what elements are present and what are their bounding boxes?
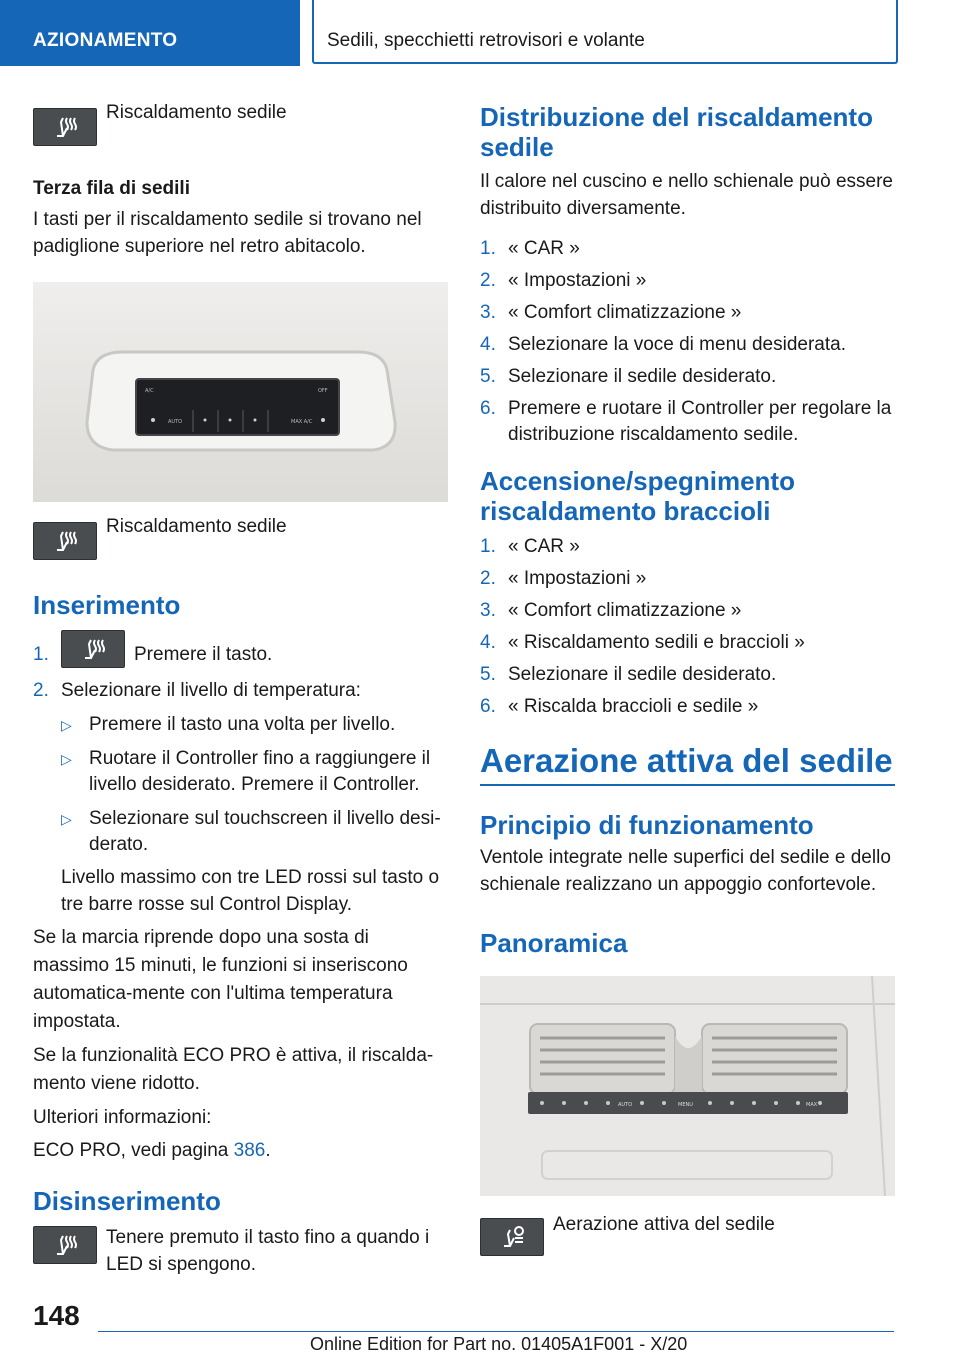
svg-text:MAX: MAX — [806, 1102, 818, 1108]
list-item: 4. Selezionare la voce di menu desiderata. — [480, 334, 846, 355]
list-item: 5. Selezionare il sedile desiderato. — [480, 664, 777, 685]
inserimento-title: Inserimento — [33, 590, 181, 620]
chapter-tab — [312, 0, 898, 64]
left-column — [33, 100, 449, 1276]
seat-heating-caption-2 — [33, 510, 449, 558]
distribution-text: Il calore nel cuscino e nello schienale può essere distribuito diversamente. — [480, 171, 893, 219]
more-info-label: Ulteriori informazioni: — [33, 1107, 212, 1128]
page-header — [0, 0, 960, 66]
footer-rule — [98, 1331, 894, 1332]
list-item: 1. « CAR » — [480, 536, 580, 557]
list-item: 5. Selezionare il sedile desiderato. — [480, 366, 777, 387]
disinserimento-row — [33, 1216, 449, 1276]
distribution-title: Distribuzione del riscaldamento sedile — [480, 102, 873, 162]
ventilation-caption — [480, 1206, 895, 1256]
list-item: ▷ Selezionare sul touchscreen il livello desi-derato. — [61, 808, 441, 855]
list-item: ▷ Ruotare il Controller fino a raggiungere il livello desiderato. Premere il Controller. — [61, 748, 431, 795]
footer-edition: Online Edition for Part no. 01405A1F001 - X/20 — [310, 1334, 688, 1354]
seat-ventilation-icon — [480, 1218, 544, 1256]
page-link[interactable]: 386 — [233, 1140, 266, 1161]
principle-text: Ventole integrate nelle superfici del sedile e dello schienale realizzano un appoggio confortevole. — [480, 847, 891, 895]
console-photo — [480, 976, 895, 1196]
temperature-options — [61, 712, 449, 858]
seat-heating-caption — [33, 98, 449, 146]
third-row-text: I tasti per il riscaldamento sedile si trovano nel padiglione superiore nel retro abitacolo. — [33, 209, 422, 257]
section-tab — [0, 0, 300, 66]
seat-heating-icon — [33, 108, 97, 146]
page-number: 148 — [33, 1300, 80, 1331]
section-title: AZIONAMENTO — [33, 30, 178, 51]
seat-heating-caption-text: Riscaldamento sedile — [106, 102, 287, 123]
ventilation-caption-text: Aerazione attiva del sedile — [553, 1214, 775, 1235]
seat-heating-icon — [33, 522, 97, 560]
armrest-title: Accensione/spegnimento riscaldamento braccioli — [480, 466, 795, 526]
ventilation-title: Aerazione attiva del sedile — [480, 742, 893, 779]
overview-title: Panoramica — [480, 928, 628, 958]
roof-panel-photo — [33, 282, 448, 502]
roof-panel-illustration — [33, 282, 448, 502]
svg-text:MAX A/C: MAX A/C — [291, 419, 313, 425]
eco-pro-reference: ECO PRO, vedi pagina 386. — [33, 1140, 271, 1161]
ventilation-rule — [480, 784, 895, 786]
svg-text:AUTO: AUTO — [168, 419, 183, 425]
svg-text:MENU: MENU — [678, 1102, 693, 1108]
right-column — [480, 100, 895, 1256]
armrest-steps — [480, 534, 895, 720]
resume-note: Se la marcia riprende dopo una sosta di massimo 15 minuti, le funzioni si inseriscono automatica-mente con l'ultima temperatura impostata. — [33, 927, 408, 1032]
principle-title: Principio di funzionamento — [480, 810, 814, 840]
seat-heating-icon — [61, 630, 125, 668]
list-item: 2. « Impostazioni » — [480, 568, 647, 589]
center-console-illustration — [480, 976, 895, 1196]
list-item: 6. Premere e ruotare il Controller per regolare la distribuzione riscaldamento sedile. — [480, 398, 892, 445]
list-item: 3. « Comfort climatizzazione » — [480, 302, 742, 323]
list-item: 6. « Riscalda braccioli e sedile » — [480, 696, 759, 717]
list-item: 1. « CAR » — [480, 238, 580, 259]
svg-text:A/C: A/C — [145, 388, 154, 394]
seat-heating-caption-text-2: Riscaldamento sedile — [106, 516, 287, 537]
disinserimento-title: Disinserimento — [33, 1186, 221, 1216]
chapter-title: Sedili, specchietti retrovisori e volante — [327, 30, 645, 51]
third-row-title: Terza fila di sedili — [33, 178, 190, 199]
list-item: 3. « Comfort climatizzazione » — [480, 600, 742, 621]
disinserimento-text: Tenere premuto il tasto fino a quando i LED si spengono. — [106, 1227, 430, 1275]
eco-pro-note: Se la funzionalità ECO PRO è attiva, il riscalda-mento viene ridotto. — [33, 1045, 434, 1094]
list-item: 4. « Riscaldamento sedili e braccioli » — [480, 632, 805, 653]
max-level-note: Livello massimo con tre LED rossi sul tasto o tre barre rosse sul Control Display. — [61, 867, 440, 915]
svg-text:AUTO: AUTO — [618, 1102, 633, 1108]
list-item: 2. « Impostazioni » — [480, 270, 647, 291]
svg-text:OFF: OFF — [318, 388, 328, 394]
inserimento-step-1: 1. Premere il tasto. — [33, 630, 449, 670]
list-item: ▷ Premere il tasto una volta per livello. — [61, 714, 396, 735]
inserimento-step-2: 2. Selezionare il livello di temperatura: ▷ Premere il tasto una volta per livello. ▷ Ruotare il Controller fino a raggiungere il livello desiderato. Premere il Controller. ▷ Selezionare sul touchscreen il livello desi-derato. Livello massimo con tre LED rossi sul tasto o tre barre rosse sul Control Display. — [33, 678, 449, 918]
distribution-steps — [480, 236, 895, 448]
seat-heating-icon — [33, 1226, 97, 1264]
